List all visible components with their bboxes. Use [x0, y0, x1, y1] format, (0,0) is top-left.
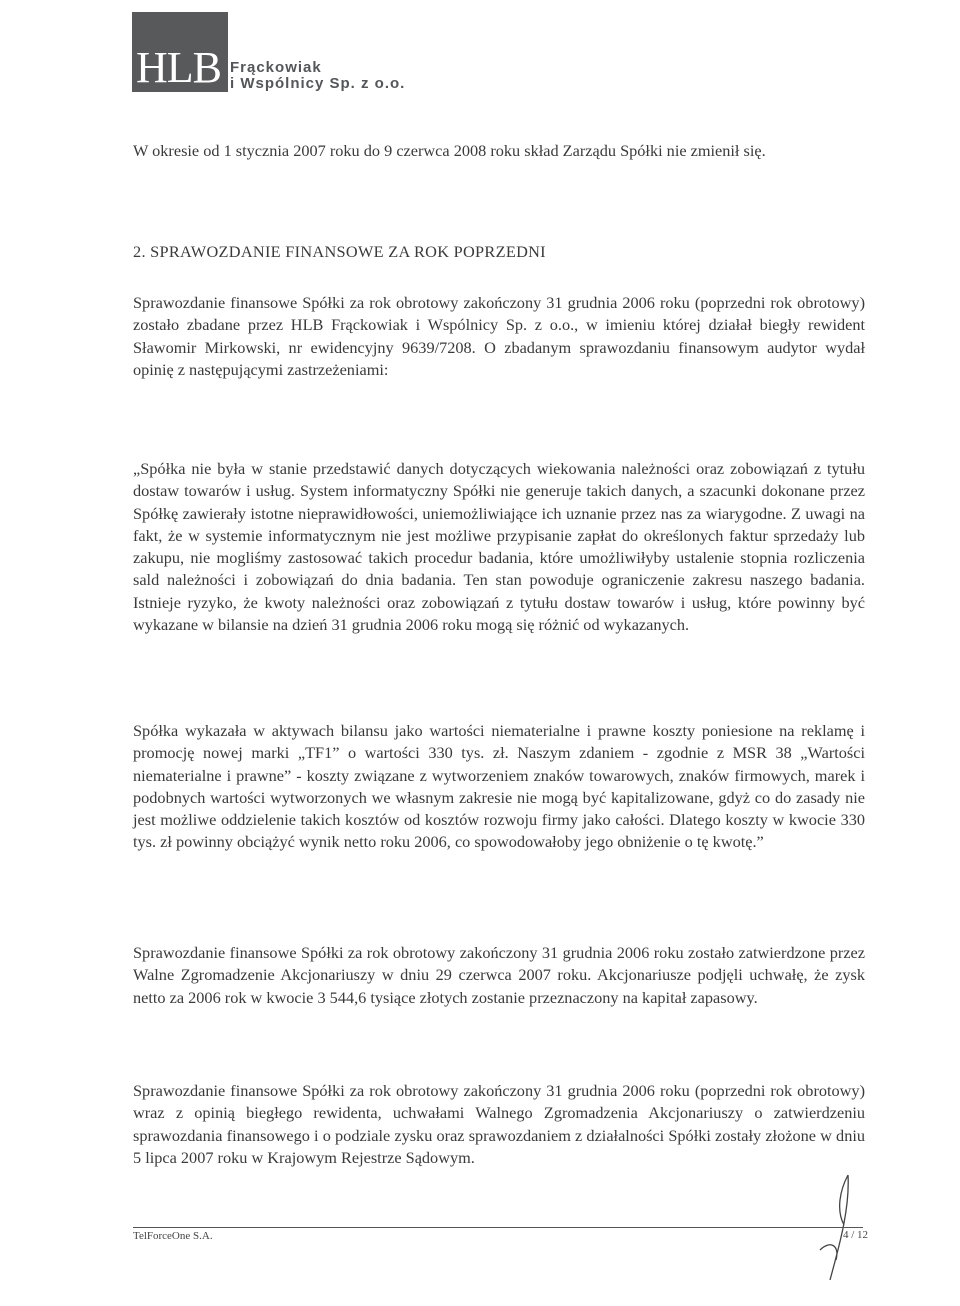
- page-number: 4 / 12: [843, 1229, 869, 1241]
- paragraph-audit: Sprawozdanie finansowe Spółki za rok obrotowy zakończony 31 grudnia 2006 roku (poprzedni rok obrotowy) zostało zbadane przez HLB Frąckowiak i Wspólnicy Sp. z o.o., w imieniu której działał biegły rewident Sławomir Mirkowski, nr ewidencyjny 9639/7208. O zbadanym sprawozdaniu finansowym audytor wydał opinię z następującymi zastrzeżeniami:: [133, 293, 865, 379]
- logo-mark-text: HLB: [136, 43, 221, 92]
- logo-mark: [132, 12, 228, 92]
- firm-name: [230, 60, 405, 92]
- intro-paragraph: W okresie od 1 stycznia 2007 roku do 9 czerwca 2008 roku skład Zarządu Spółki nie zmienił się.: [133, 141, 766, 160]
- paragraph-approval: Sprawozdanie finansowe Spółki za rok obrotowy zakończony 31 grudnia 2006 roku zostało zatwierdzone przez Walne Zgromadzenie Akcjonariuszy w dniu 29 czerwca 2007 roku. Akcjonariusze podjęli uchwałę, że zysk netto za 2006 rok w kwocie 3 544,6 tysiące złotych zostanie przeznaczony na kapitał zapasowy.: [133, 943, 865, 1007]
- quote-intangibles: Spółka wykazała w aktywach bilansu jako wartości niematerialne i prawne koszty poniesione na reklamę i promocję nowej marki „TF1” o wartości 330 tys. zł. Naszym zdaniem - zgodnie z MSR 38 „Wartości niematerialne i prawne” - koszty związane z wytworzeniem znaków towarowych, znaków firmowych, marek i podobnych wartości wytworzonych we własnym zakresie nie mogą być kapitalizowane, gdyż co do zasady nie jest możliwe oddzielenie takich kosztów od kosztów rozwoju firmy jako całości. Dlatego koszty w kwocie 330 tys. zł powinny obciążyć wynik netto roku 2006, co spowodowałoby jego obniżenie o tę kwotę.”: [133, 721, 865, 852]
- firm-name-line2: i Wspólnicy Sp. z o.o.: [230, 75, 406, 92]
- section-heading: 2. SPRAWOZDANIE FINANSOWE ZA ROK POPRZEDNI: [133, 242, 546, 261]
- paragraph-registry: Sprawozdanie finansowe Spółki za rok obrotowy zakończony 31 grudnia 2006 roku (poprzedni rok obrotowy) wraz z opinią biegłego rewidenta, uchwałami Walnego Zgromadzenia Akcjonariuszy o zatwierdzeniu sprawozdania finansowego i o podziale zysku oraz sprawozdaniem z działalności Spółki zostały złożone w dniu 5 lipca 2007 roku w Krajowym Rejestrze Sądowym.: [133, 1081, 865, 1167]
- firm-name-line1: Frąckowiak: [230, 59, 322, 76]
- quote-receivables: „Spółka nie była w stanie przedstawić danych dotyczących wiekowania należności oraz zobowiązań z tytułu dostaw towarów i usług. System informatyczny Spółki nie generuje takich danych, a szacunki dokonane przez Spółkę zawierały istotne nieprawidłowości, uniemożliwiające ich uznanie przez nas za wiarygodne. Z uwagi na fakt, że w systemie informatycznym nie jest możliwe przypisanie zapłat do określonych faktur sprzedaży lub zakupu, nie mogliśmy zastosować takich procedur badania, które umożliwiłyby ustalenie stopnia rozliczenia sald należności i zobowiązań do dnia badania. Ten stan powoduje ograniczenie zakresu naszego badania. Istnieje ryzyko, że kwoty należności oraz zobowiązań z tytułu dostaw towarów i usług, które powinny być wykazane w bilansie na dzień 31 grudnia 2006 roku mogą się różnić od wykazanych.: [133, 459, 865, 635]
- footer-company: TelForceOne S.A.: [133, 1230, 213, 1242]
- footer-divider: [133, 1227, 863, 1228]
- company-logo: [132, 12, 487, 92]
